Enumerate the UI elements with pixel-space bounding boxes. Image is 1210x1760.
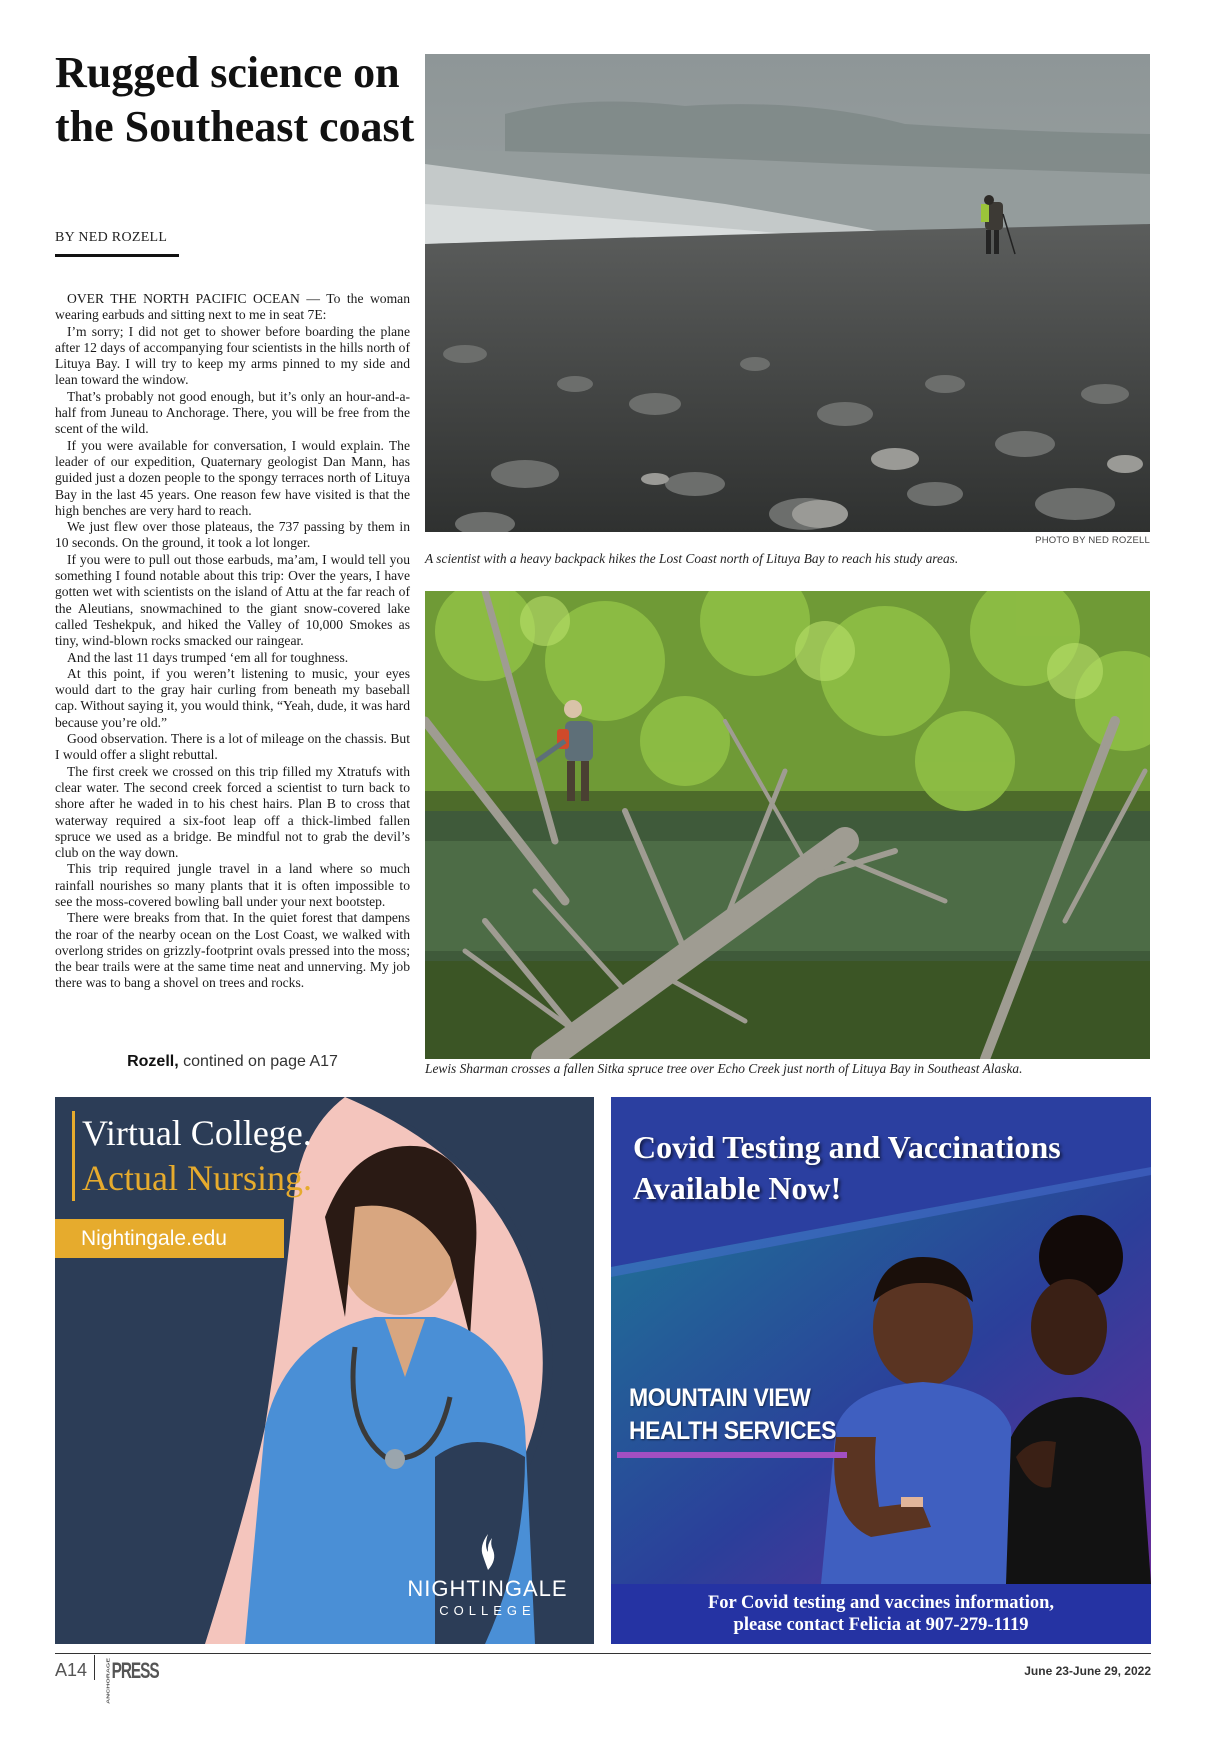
jump-line-name: Rozell,	[127, 1053, 179, 1070]
article-paragraph: If you were to pull out those earbuds, ma’am, I would tell you something I found notable about this trip: Over the years, I have gotten wet with scientists on the island of Attu at the far reach of the Aleutians, snowmachined to the giant snow-covered lake called Teshekpuk, and hiked the Valley of 10,000 Smokes as tiny, wind-blown rocks smacked our raingear.	[55, 551, 410, 649]
article-body	[55, 291, 410, 992]
ad-contact-footer	[611, 1584, 1151, 1644]
footer-divider	[94, 1655, 95, 1680]
article-paragraph: I’m sorry; I did not get to shower before boarding the plane after 12 days of accompanying four scientists in the hills north of Lituya Bay. I will try to keep my arms pinned to my side and lean toward the window.	[55, 323, 410, 388]
page-number: A14	[55, 1660, 88, 1680]
organization-line1: MOUNTAIN VIEW	[629, 1384, 811, 1412]
ad-nightingale-college[interactable]	[55, 1097, 594, 1644]
article-paragraph: There were breaks from that. In the quiet forest that dampens the roar of the nearby ocean on the Lost Coast, we walked with overlong strides on grizzly-footprint ovals pressed into the moss; the bear trails were at the same time neat and unnerving. My job there was to bang a shovel on trees and rocks.	[55, 910, 410, 991]
article-paragraph: At this point, if you weren’t listening to music, your eyes would dart to the gray hair curling from beneath my baseball cap. Without saying it, you would think, “Yeah, dude, it was hard because you’re old.”	[55, 665, 410, 730]
title-accent-bar	[72, 1111, 75, 1201]
ad-title-line1: Covid Testing and Vaccinations	[633, 1129, 1061, 1165]
flame-icon	[475, 1534, 501, 1570]
ad-title	[82, 1111, 382, 1201]
logo-name: NIGHTINGALE	[407, 1576, 568, 1601]
organization-name	[629, 1382, 836, 1448]
issue-date: June 23-June 29, 2022	[1024, 1664, 1151, 1678]
publication-logo-text: PRESS	[111, 1658, 159, 1683]
photo-caption: A scientist with a heavy backpack hikes the Lost Coast north of Lituya Bay to reach his study areas.	[425, 551, 959, 566]
ad-title-line1: Virtual College.	[82, 1113, 312, 1153]
article-paragraph: And the last 11 days trumped ‘em all for toughness.	[67, 649, 349, 665]
article-paragraph: If you were available for conversation, I would explain. The leader of our expedition, Quaternary geologist Dan Mann, has guided just a dozen people to the spongy terraces north of Lituya Bay in the last 45 years. One reason few have visited is that the high benches are very hard to reach.	[55, 437, 410, 518]
photo-beach-hiker	[425, 54, 1150, 532]
ad-title-line2: Available Now!	[633, 1170, 842, 1206]
nightingale-logo	[400, 1534, 575, 1618]
article-paragraph: The first creek we crossed on this trip filled my Xtratufs with clear water. The second creek forced a scientist to turn back to shore after he waded in to his chest hairs. Plan B to cross that waterway required a six-foot leap off a thick-limbed fallen spruce we used as a bridge. Be mindful not to grab the devil’s club on the way down.	[55, 763, 410, 861]
publication-logo	[106, 1658, 159, 1704]
photo-caption: Lewis Sharman crosses a fallen Sitka spruce tree over Echo Creek just north of Lituya Bay in Southeast Alaska.	[425, 1061, 1023, 1076]
jump-line-text: contined on page A17	[178, 1053, 338, 1070]
ad-title	[633, 1127, 1143, 1209]
jump-line[interactable]	[55, 1053, 410, 1071]
article-paragraph: OVER THE NORTH PACIFIC OCEAN — To the woman wearing earbuds and sitting next to me in seat 7E:	[55, 291, 410, 323]
article-paragraph: This trip required jungle travel in a land where so much rainfall nourishes so many plants that it is often impossible to see the moss-covered bowling ball under your next bootstep.	[55, 861, 410, 909]
contact-line1: For Covid testing and vaccines information,	[707, 1593, 1055, 1613]
contact-line2: please contact Felicia at 907-279-1119	[733, 1615, 1029, 1635]
organization-line2: HEALTH SERVICES	[629, 1417, 836, 1445]
photo-forest-crossing	[425, 591, 1150, 1059]
byline-rule	[55, 254, 179, 257]
logo-sub: COLLEGE	[439, 1603, 536, 1618]
ad-covid-testing[interactable]	[611, 1097, 1151, 1644]
ad-title-line2: Actual Nursing.	[82, 1158, 312, 1198]
article-paragraph: Good observation. There is a lot of mileage on the chassis. But I would offer a slight rebuttal.	[55, 731, 410, 763]
article-paragraph: That’s probably not good enough, but it’s only an hour-and-a-half from Juneau to Anchorage. There, you will be free from the scent of the wild.	[55, 388, 410, 437]
byline: BY NED ROZELL	[55, 230, 168, 245]
publication-logo-small: ANCHORAGE	[106, 1658, 111, 1704]
photo-credit: PHOTO BY NED ROZELL	[1035, 535, 1150, 546]
ad-url-link[interactable]: Nightingale.edu	[55, 1219, 284, 1258]
organization-underline	[617, 1452, 847, 1458]
article-paragraph: We just flew over those plateaus, the 737 passing by them in 10 seconds. On the ground, it took a lot longer.	[55, 519, 410, 551]
headline: Rugged science on the Southeast coast	[55, 48, 415, 151]
footer-rule	[55, 1653, 1151, 1654]
